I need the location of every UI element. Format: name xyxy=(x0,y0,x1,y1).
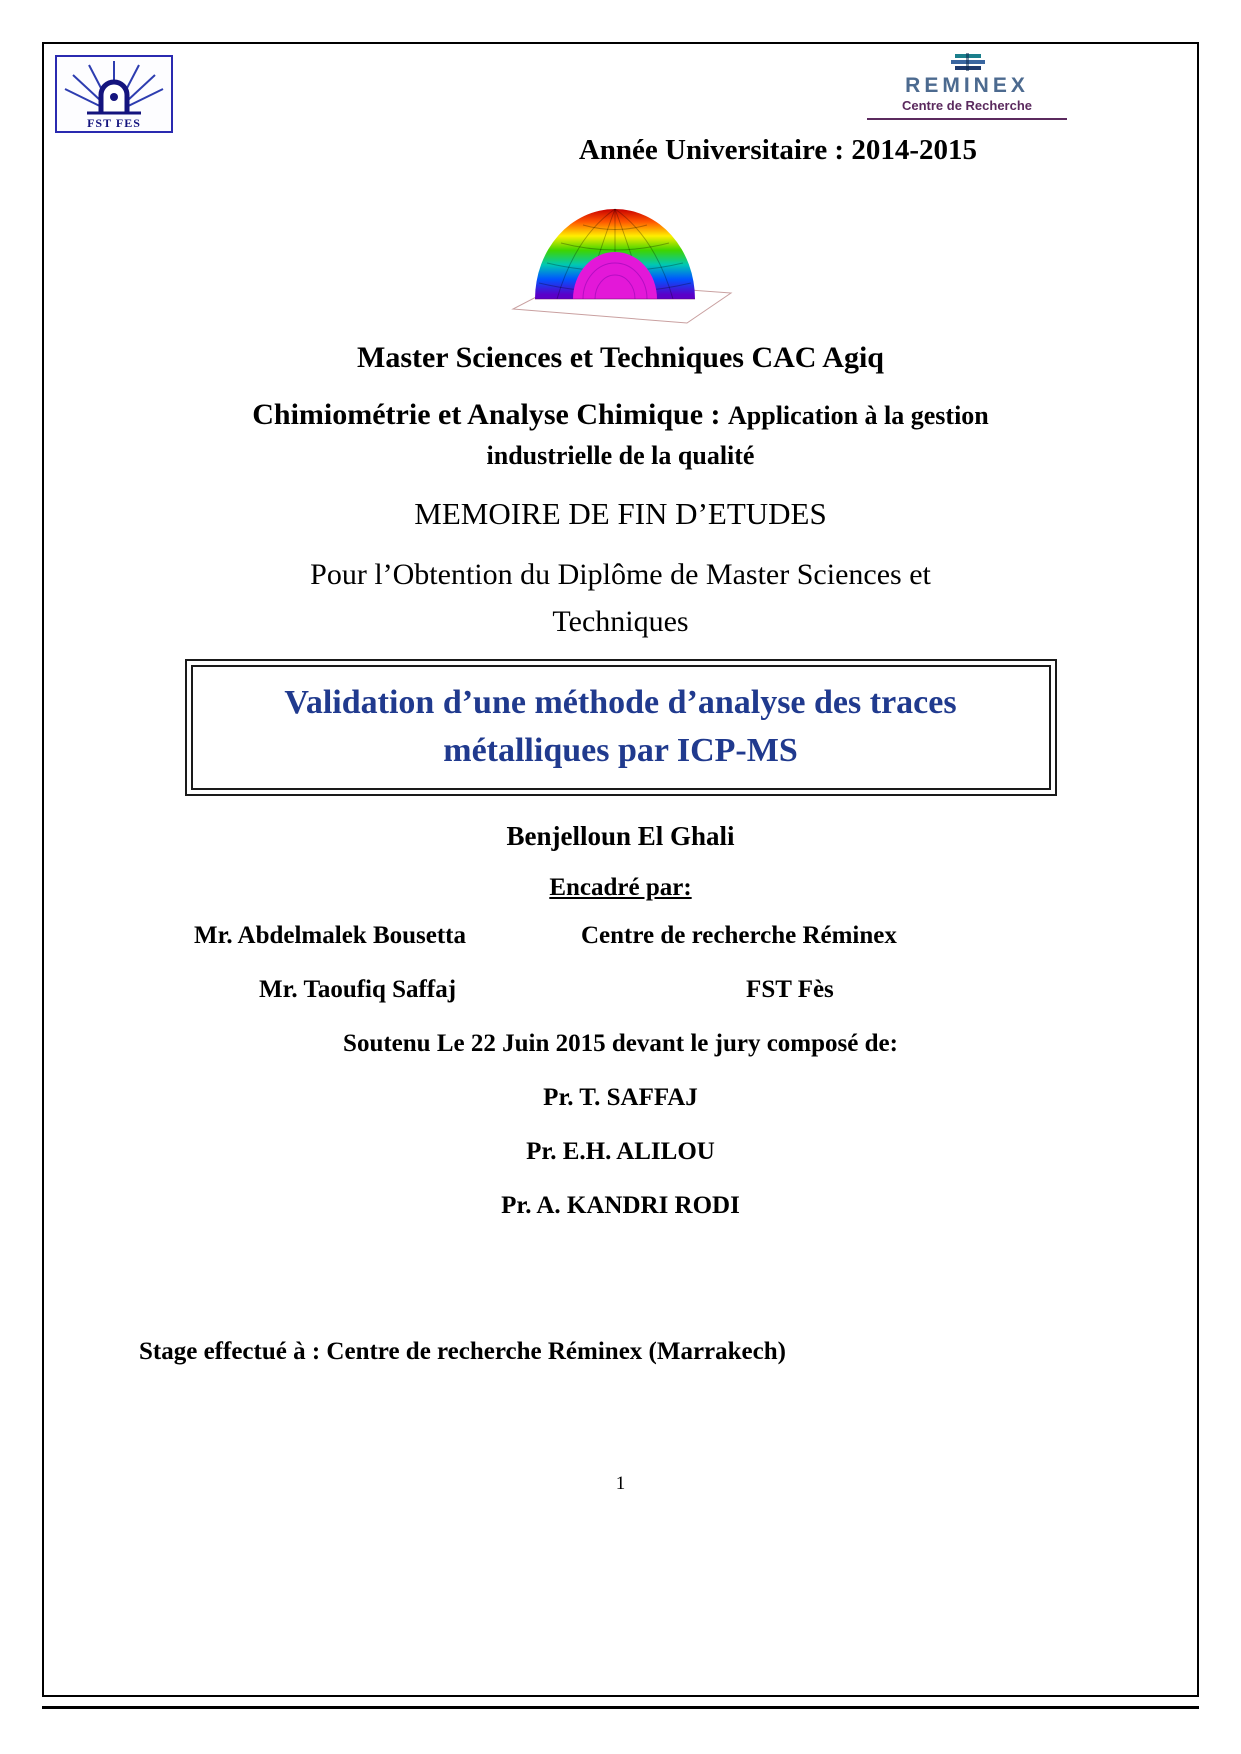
reminex-logo-label: REMINEX xyxy=(905,74,1029,97)
jury-member: Pr. A. KANDRI RODI xyxy=(501,1192,740,1220)
advisor-affiliation: FST Fès xyxy=(746,976,834,1004)
reminex-logo-sublabel: Centre de Recherche xyxy=(901,98,1033,114)
supervisors-heading xyxy=(44,874,1197,902)
specialty-lead: Chimiométrie et Analyse Chimique : xyxy=(252,398,729,431)
jury-member: Pr. E.H. ALILOU xyxy=(526,1138,715,1166)
reminex-logo xyxy=(867,52,1067,120)
author-name: Benjelloun El Ghali xyxy=(506,821,735,852)
surface-plot-figure xyxy=(44,177,1197,329)
specialty-line2: industrielle de la qualité xyxy=(486,440,755,470)
advisor-name: Mr. Abdelmalek Bousetta xyxy=(194,922,466,950)
fst-emblem-icon xyxy=(59,59,169,117)
defense-line: Soutenu Le 22 Juin 2015 devant le jury composé de: xyxy=(343,1030,898,1058)
fst-fes-logo xyxy=(55,55,173,133)
reminex-layers-icon xyxy=(944,52,990,76)
surface-plot-icon xyxy=(505,177,737,327)
jury-member: Pr. T. SAFFAJ xyxy=(543,1084,698,1112)
page-number: 1 xyxy=(615,1473,626,1494)
thesis-title-box xyxy=(185,659,1057,796)
specialty-title xyxy=(44,393,1197,474)
purpose-line: Pour l’Obtention du Diplôme de Master Sciences et Techniques xyxy=(310,558,931,638)
advisor-row xyxy=(44,976,1197,1004)
advisor-affiliation: Centre de recherche Réminex xyxy=(581,922,897,950)
program-title: Master Sciences et Techniques CAC Agiq xyxy=(357,341,884,374)
page-border-frame xyxy=(42,42,1199,1697)
fst-logo-label: FST FES xyxy=(87,116,141,130)
supervisors-heading-label: Encadré par: xyxy=(549,874,692,902)
advisor-name: Mr. Taoufiq Saffaj xyxy=(259,976,457,1004)
memoire-heading: MEMOIRE DE FIN D’ETUDES xyxy=(414,496,827,532)
specialty-rest: Application à la gestion xyxy=(728,401,989,430)
thesis-title: Validation d’une méthode d’analyse des traces métalliques par ICP-MS xyxy=(191,665,1051,790)
academic-year: Année Universitaire : 2014-2015 xyxy=(578,134,977,166)
advisor-row xyxy=(44,922,1197,950)
internship-line: Stage effectué à : Centre de recherche Réminex (Marrakech) xyxy=(139,1338,786,1366)
